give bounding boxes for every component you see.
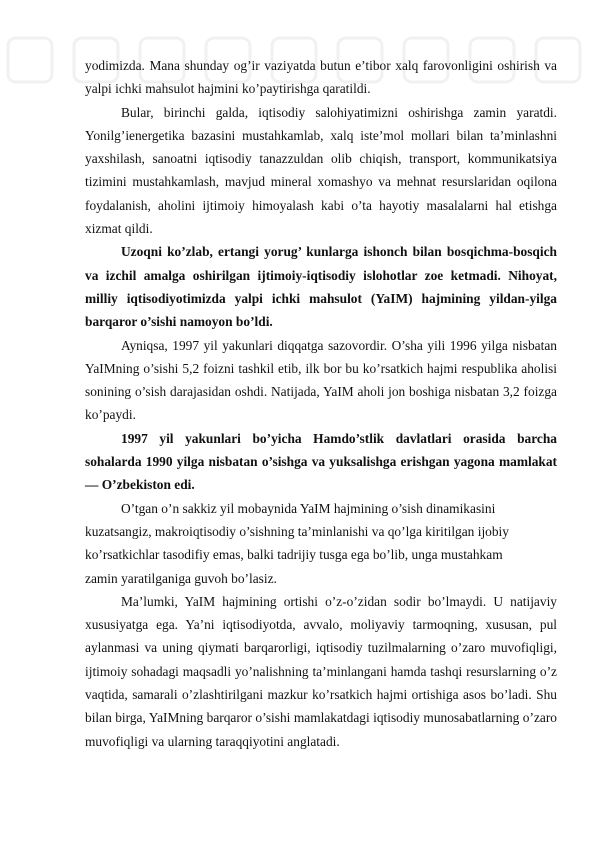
paragraph-6-line: zamin yaratilganiga guvoh bo’lasiz.: [85, 570, 277, 586]
paragraph-6: [85, 497, 557, 590]
document-body: [85, 54, 557, 753]
paragraph-3-bold: Uzoqni ko’zlab, ertangi yorug’ kunlarga ishonch bilan bosqichma-bosqich va izchil amalga oshirilgan ijtimoiy-iqtisodiy islohotlar zoe ketmadi. Nihoyat, milliy iqtisodiyotimizda yalpi ichki mahsulot (YaIM) hajmining yildan-yilga barqaror o’sishi namoyon bo’ldi.: [85, 244, 557, 330]
paragraph-6-line: O’tgan o’n sakkiz yil mobaynida YaIM hajmining o’sish dinamikasini: [121, 500, 496, 516]
paragraph-7: Ma’lumki, YaIM hajmining ortishi o’z-o’zidan sodir bo’lmaydi. U natijaviy xususiyatga ega. Ya’ni iqtisodiyotda, avvalo, moliyaviy tarmoqning, xususan, pul aylanmasi va uning qiymati barqarorligi, iqtisodiy tuzilmalarning o’zaro muvofiqligi, ijtimoiy sohadagi maqsadli yo’nalishning ta’minlangani hamda tashqi resurslarning o’z vaqtida, samarali o’zlashtirilgani mazkur ko’rsatkich hajmi ortishiga asos bo’ladi. Shu bilan birga, YaIMning barqaror o’sishi mamlakatdagi iqtisodiy munosabatlarning o’zaro muvofiqligi va ularning taraqqiyotini anglatadi.: [85, 593, 557, 749]
paragraph-6-line: ko’rsatkichlar tasodifiy emas, balki tadrijiy tusga ega bo’lib, unga mustahkam: [85, 547, 503, 563]
paragraph-4: Ayniqsa, 1997 yil yakunlari diqqatga sazovordir. O’sha yili 1996 yilga nisbatan YaIMning o’sishi 5,2 foizni tashkil etib, ilk bor bu ko’rsatkich hajmi respublika aholisi sonining o’sish darajasidan oshdi. Natijada, YaIM aholi jon boshiga nisbatan 3,2 foizga ko’paydi.: [85, 337, 557, 423]
paragraph-2: Bular, birinchi galda, iqtisodiy salohiyatimizni oshirishga zamin yaratdi. Yonilg’ienergetika bazasini mustahkamlab, xalq iste’mol mollari bilan ta’minlashni yaxshilash, sanoatni iqtisodiy tanazzuldan olib chiqish, transport, kommunikatsiya tizimini mustahkamlash, mavjud mineral xomashyo va mehnat resurslaridan oqilona foydalanish, aholini ijtimoiy himoyalash kabi o’ta hayotiy masalalarni hal etishga xizmat qildi.: [85, 104, 557, 237]
paragraph-6-line: kuzatsangiz, makroiqtisodiy o’sishning ta’minlanishi va qo’lga kiritilgan ijobiy: [85, 523, 509, 539]
paragraph-1: yodimizda. Mana shunday og’ir vaziyatda butun e’tibor xalq farovonligini oshirish va yalpi ichki mahsulot hajmini ko’paytirishga qaratildi.: [85, 58, 557, 97]
paragraph-5-bold: 1997 yil yakunlari bo’yicha Hamdo’stlik davlatlari orasida barcha sohalarda 1990 yilga nisbatan o’sishga va yuksalishga erishgan yagona mamlakat — O’zbekiston edi.: [85, 430, 557, 493]
